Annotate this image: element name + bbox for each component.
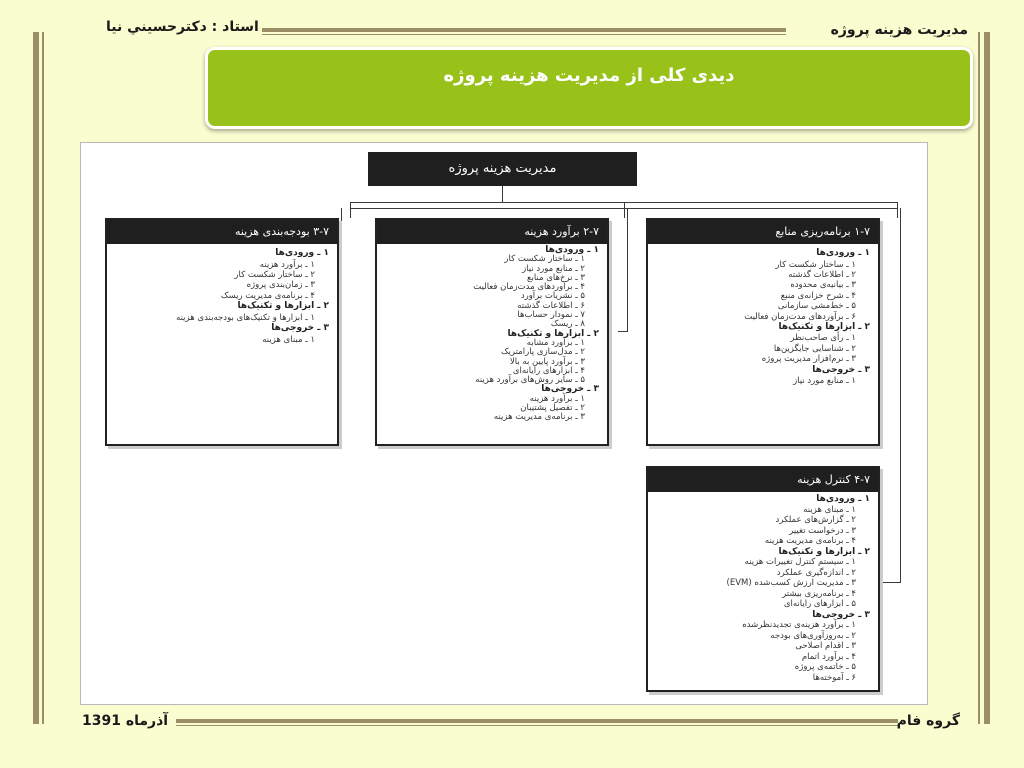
connector-center-side-tick bbox=[618, 331, 628, 332]
group-title: ۲ ـ ابزارها و تکنیک‌ها bbox=[507, 328, 599, 339]
group-item: ۵ ـ خط‌مشی سازمانی bbox=[777, 301, 856, 312]
header-rule-thin bbox=[262, 34, 786, 35]
group-item: ۴ ـ شرح خزانه‌ی منبع bbox=[780, 290, 856, 301]
group-title: ۱ ـ ورودی‌ها bbox=[816, 248, 870, 258]
group-item: ۶ ـ برآوردهای مدت‌زمان فعالیت bbox=[744, 311, 856, 322]
group-item: ۲ ـ شناسایی جایگزین‌ها bbox=[773, 343, 856, 354]
box-title: ۴-۷ کنترل هزینه bbox=[648, 468, 878, 492]
group-item: ۱ ـ مبنای هزینه bbox=[803, 504, 856, 515]
group-title: ۳ ـ خروجی‌ها bbox=[541, 384, 599, 395]
group-title: ۲ ـ ابزارها و تکنیک‌ها bbox=[237, 301, 329, 312]
group-item: ۴ ـ برآوردهای مدت‌زمان فعالیت bbox=[473, 282, 585, 293]
connector-right-drop bbox=[897, 202, 898, 218]
group-item: ۲ ـ گزارش‌های عملکرد bbox=[775, 515, 856, 525]
group-item: ۱ ـ برآورد مشابه bbox=[526, 337, 585, 348]
instructor-name: استاد : دکترحسيني نيا bbox=[106, 19, 259, 35]
connector-left-drop bbox=[350, 202, 351, 218]
connector-far-right-tick bbox=[883, 582, 901, 583]
group-item: ۷ ـ نمودار حساب‌ها bbox=[517, 310, 585, 321]
group-item: ۱ ـ ساختار شکست کار bbox=[504, 254, 585, 265]
group-title: ۱ ـ ورودی‌ها bbox=[545, 245, 599, 255]
group-item: ۲ ـ منابع مورد نیاز bbox=[522, 263, 585, 274]
group-item: ۱ ـ برآورد هزینه bbox=[529, 393, 585, 404]
group-item: ۲ ـ تفصیل پشتیبان bbox=[520, 403, 585, 414]
slide-title: دیدی کلی از مدیریت هزینه پروژه bbox=[205, 47, 973, 129]
course-title: مديريت هزينه پروژه bbox=[830, 22, 968, 38]
group-item: ۳ ـ درخواست تغییر bbox=[789, 525, 856, 536]
group-item: ۸ ـ ریسک bbox=[550, 319, 585, 330]
group-item: ۳ ـ اقدام اصلاحی bbox=[795, 641, 856, 651]
group-item: ۶ ـ اطلاعات گذشته bbox=[517, 300, 585, 311]
connector-left-side-line bbox=[341, 208, 342, 330]
connector-far-right-line bbox=[900, 208, 901, 582]
group-item: ۴ ـ برنامه‌ی مدیریت هزینه bbox=[764, 536, 856, 546]
box-title: ۱-۷ برنامه‌ریزی منابع bbox=[648, 220, 878, 244]
group-item: ۶ ـ آموخته‌ها bbox=[812, 672, 856, 683]
group-item: ۲ ـ اطلاعات گذشته bbox=[788, 269, 856, 280]
group-item: ۱ ـ ابزارها و تکنیک‌های بودجه‌بندی هزینه bbox=[176, 312, 315, 323]
group-item: ۱ ـ برآورد هزینه bbox=[259, 259, 315, 270]
group-item: ۱ ـ برآورد هزینه‌ی تجدیدنظرشده bbox=[742, 620, 856, 630]
group-item: ۲ ـ به‌روزآوری‌های بودجه bbox=[770, 630, 856, 641]
footer-rule bbox=[176, 719, 898, 723]
group-item: ۱ ـ ساختار شکست کار bbox=[775, 259, 856, 270]
group-title: ۳ ـ خروجی‌ها bbox=[271, 323, 329, 334]
group-item: ۵ ـ سایر روش‌های برآورد هزینه bbox=[475, 375, 585, 386]
group-item: ۳ ـ برنامه‌ی مدیریت هزینه bbox=[493, 412, 585, 423]
frame-right-bar bbox=[984, 32, 990, 724]
group-item: ۴ ـ برنامه‌ریزی بیشتر bbox=[782, 588, 856, 599]
group-title: ۲ ـ ابزارها و تکنیک‌ها bbox=[778, 321, 870, 332]
diagram-root-box: مدیریت هزینه پروژه bbox=[368, 152, 637, 186]
group-item: ۳ ـ برآورد پایین به بالا bbox=[509, 356, 585, 367]
group-title: ۳ ـ خروجی‌ها bbox=[812, 609, 870, 620]
group-item: ۵ ـ نشریات برآورد bbox=[520, 291, 585, 302]
connector-center-drop bbox=[624, 202, 625, 218]
group-item: ۳ ـ مدیریت ارزش کسب‌شده (EVM) bbox=[726, 578, 856, 588]
group-item: ۴ ـ ابزارهای رایانه‌ای bbox=[512, 365, 585, 376]
frame-left-bar-thin bbox=[42, 32, 44, 724]
group-item: ۳ ـ زمان‌بندی پروژه bbox=[246, 280, 315, 291]
footer-date: آذرماه 1391 bbox=[82, 713, 169, 729]
group-title: ۱ ـ ورودی‌ها bbox=[816, 494, 870, 504]
process-box-cost-estimating bbox=[375, 218, 609, 446]
group-title: ۳ ـ خروجی‌ها bbox=[812, 364, 870, 375]
group-item: ۳ ـ بیانیه‌ی محدوده bbox=[790, 280, 856, 291]
frame-right-bar-thin bbox=[978, 32, 980, 724]
footer-group-name: گروه فام bbox=[896, 713, 960, 729]
header-rule bbox=[262, 28, 786, 32]
group-item: ۳ ـ نرخ‌های منابع bbox=[526, 272, 585, 283]
diagram-panel bbox=[80, 142, 928, 705]
group-title: ۲ ـ ابزارها و تکنیک‌ها bbox=[778, 546, 870, 557]
group-item: ۵ ـ خاتمه‌ی پروژه bbox=[794, 662, 856, 672]
group-item: ۴ ـ برنامه‌ی مدیریت ریسک bbox=[220, 290, 315, 301]
group-item: ۱ ـ رأی صاحب‌نظر bbox=[790, 333, 856, 344]
group-item: ۲ ـ ساختار شکست کار bbox=[234, 269, 315, 280]
box-title: ۳-۷ بودجه‌بندی هزینه bbox=[107, 220, 337, 244]
frame-left-bar bbox=[33, 32, 39, 724]
group-item: ۳ ـ نرم‌افزار مدیریت پروژه bbox=[761, 354, 856, 365]
group-item: ۴ ـ برآورد اتمام bbox=[801, 651, 856, 662]
group-item: ۱ ـ سیستم کنترل تغییرات هزینه bbox=[744, 557, 856, 567]
footer-rule-thin bbox=[176, 725, 898, 726]
box-title: ۲-۷ برآورد هزینه bbox=[377, 220, 607, 244]
group-item: ۱ ـ منابع مورد نیاز bbox=[793, 376, 856, 387]
connector-center-side-line bbox=[627, 208, 628, 331]
group-item: ۱ ـ مبنای هزینه bbox=[262, 334, 315, 345]
process-box-cost-control bbox=[646, 466, 880, 692]
group-item: ۵ ـ ابزارهای رایانه‌ای bbox=[783, 599, 856, 609]
process-box-cost-budgeting bbox=[105, 218, 339, 446]
process-box-resource-planning bbox=[646, 218, 880, 446]
connector-root-down bbox=[502, 186, 503, 202]
group-item: ۲ ـ مدل‌سازی پارامتریک bbox=[500, 347, 585, 358]
group-title: ۱ ـ ورودی‌ها bbox=[275, 248, 329, 258]
group-item: ۲ ـ اندازه‌گیری عملکرد bbox=[776, 567, 856, 578]
